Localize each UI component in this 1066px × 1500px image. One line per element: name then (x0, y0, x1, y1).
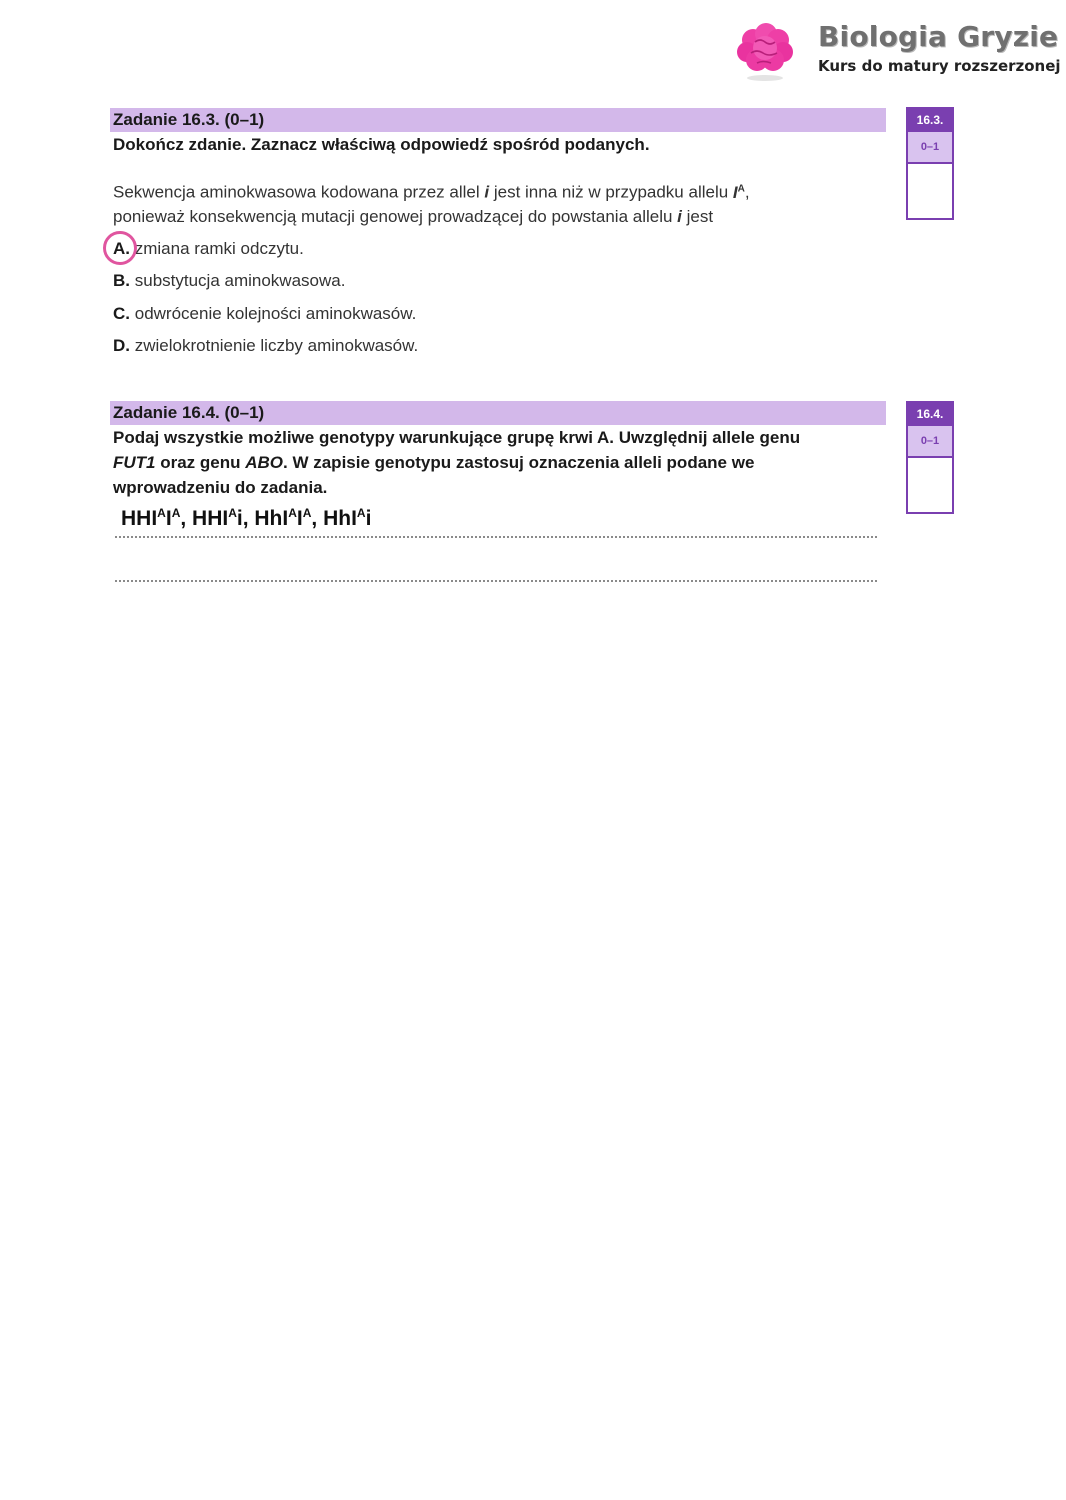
brand-title: Biologia Gryzie (818, 20, 1059, 53)
option-text: substytucja aminokwasowa. (134, 271, 346, 290)
genotype-sup: A (302, 506, 312, 520)
instruction-text: oraz genu (155, 453, 246, 472)
score-box-16-4 (906, 401, 954, 514)
option-letter: D. (113, 336, 130, 355)
separator: , (311, 507, 324, 530)
score-box-16-3 (906, 107, 954, 220)
genotype-part: HHI (192, 507, 229, 530)
task-instruction-16-4 (113, 425, 800, 500)
task-header-16-4: Zadanie 16.4. (0–1) (110, 401, 886, 425)
gene-abo: ABO (245, 453, 284, 472)
task-header-16-3: Zadanie 16.3. (0–1) (110, 108, 886, 132)
option-text: zmiana ramki odczytu. (134, 239, 304, 258)
stem-line-1 (113, 177, 750, 205)
option-letter: B. (113, 271, 130, 290)
selected-answer-circle (103, 231, 137, 265)
separator: , (242, 507, 255, 530)
task-stem-16-3 (113, 177, 750, 229)
score-box-number: 16.3. (908, 109, 952, 132)
option-text: zwielokrotnienie liczby aminokwasów. (134, 336, 419, 355)
stem-text: Sekwencja aminokwasowa kodowana przez allel (113, 182, 485, 202)
genotype-sup: A (288, 506, 297, 520)
brand-subtitle: Kurs do matury rozszerzonej (818, 57, 1061, 75)
answer-line-1[interactable] (115, 536, 877, 538)
handwritten-answer (121, 506, 371, 531)
score-box-input[interactable] (908, 458, 952, 512)
option-b[interactable] (113, 271, 345, 291)
stem-text: jest inna niż w przypadku allelu (489, 182, 733, 202)
option-letter: A. (113, 239, 130, 258)
task-instruction-16-3: Dokończ zdanie. Zaznacz właściwą odpowiedź spośród podanych. (113, 135, 650, 154)
allele-i: i (677, 206, 682, 226)
genotype-part: HhI (254, 507, 289, 530)
genotype-part: I (296, 507, 303, 530)
allele-A-superscript: A (737, 183, 745, 194)
genotype-part: i (365, 507, 372, 530)
instruction-line-1: Podaj wszystkie możliwe genotypy warunkujące grupę krwi A. Uwzględnij allele genu (113, 428, 801, 447)
instruction-text: . W zapisie genotypu zastosuj oznaczenia alleli podane we (283, 453, 755, 472)
allele-i: i (484, 182, 490, 202)
score-box-input[interactable] (908, 164, 952, 218)
genotype-sup: A (356, 506, 366, 520)
genotype-part: HhI (323, 507, 357, 530)
genotype-part: HHI (121, 507, 158, 530)
gene-fut1: FUT1 (113, 453, 156, 472)
genotype-part: I (165, 507, 172, 530)
separator: , (180, 507, 193, 530)
brain-icon (733, 20, 797, 84)
instruction-line-2 (113, 450, 800, 475)
stem-text: ponieważ konsekwencją mutacji genowej prowadzącej do powstania allelu (113, 206, 678, 226)
genotype-sup: A (228, 506, 237, 520)
stem-text: , (744, 182, 750, 202)
option-letter: C. (113, 304, 130, 323)
option-text: odwrócenie kolejności aminokwasów. (134, 304, 417, 323)
allele-I: I (732, 182, 738, 202)
option-c[interactable] (113, 304, 416, 324)
stem-text: jest (681, 206, 714, 226)
genotype-part: i (236, 507, 243, 530)
instruction-line-3: wprowadzeniu do zadania. (113, 478, 328, 497)
score-box-number: 16.4. (908, 403, 952, 426)
answer-line-2[interactable] (115, 580, 877, 582)
genotype-sup: A (171, 506, 181, 520)
genotype-sup: A (157, 506, 166, 520)
score-box-range: 0–1 (908, 132, 952, 164)
option-d[interactable] (113, 336, 418, 356)
stem-line-2 (113, 205, 750, 229)
option-a[interactable] (113, 239, 304, 259)
score-box-range: 0–1 (908, 426, 952, 458)
